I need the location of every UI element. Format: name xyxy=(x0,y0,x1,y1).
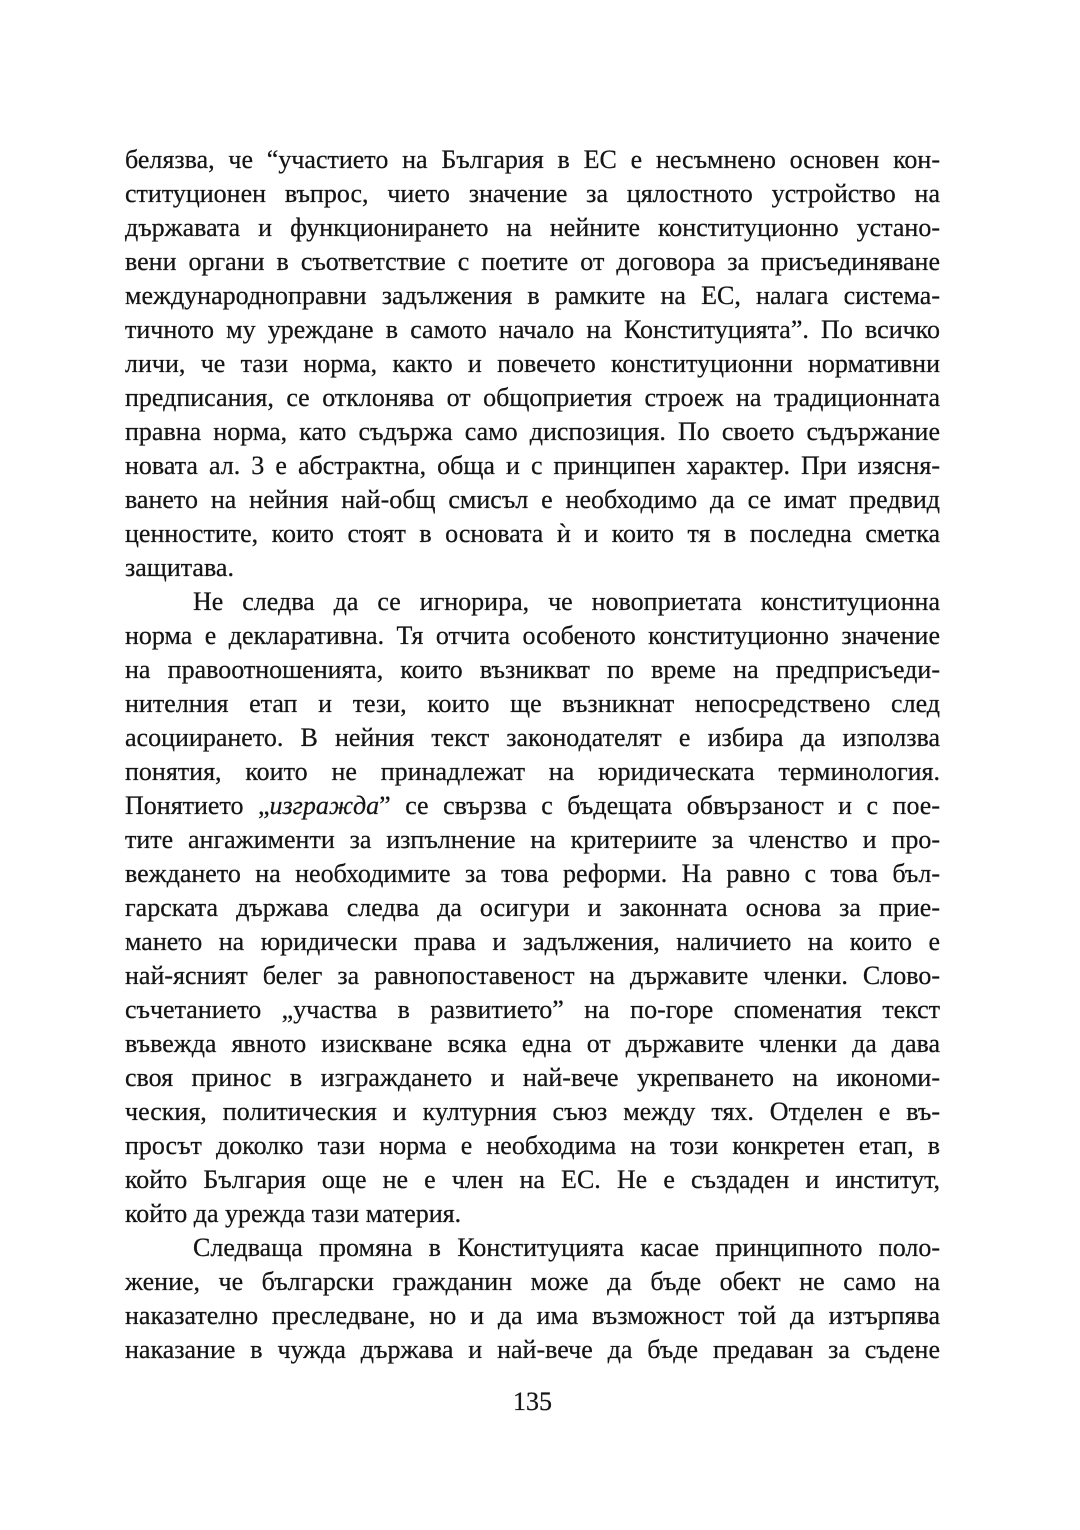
page-text xyxy=(125,143,940,1419)
paragraph-2 xyxy=(125,585,940,1231)
text-line: гарската държава следва да осигури и законната основа за прие- xyxy=(125,893,940,922)
text-line: наказателно преследване, но и да има възможност той да изтърпява xyxy=(125,1301,940,1330)
text-line: мането на юридически права и задължения, наличието на които е xyxy=(125,927,940,956)
text-line: своя принос в изграждането и най-вече укрепването на икономи- xyxy=(125,1063,940,1092)
text-line: ческия, политическия и културния съюз между тях. Отделен е въ- xyxy=(125,1097,940,1126)
text-line: Не следва да се игнорира, че новоприетата конституционна xyxy=(193,587,940,616)
text-line: нителния етап и тези, които ще възникнат непосредствено след xyxy=(125,689,940,718)
text-line: новата ал. 3 е абстрактна, обща и с принципен характер. При изясня- xyxy=(125,451,940,480)
text-line: най-ясният белег за равнопоставеност на държавите членки. Слово- xyxy=(125,961,940,990)
text-line: предписания, се отклонява от общоприетия строеж на традиционната xyxy=(125,383,940,412)
text-line: Следваща промяна в Конституцията касае принципното поло- xyxy=(193,1233,940,1262)
quote-prefix: Понятието „ xyxy=(125,791,270,820)
text-line: държавата и функционирането на нейните конституционно устано- xyxy=(125,213,940,242)
text-line: ценностите, които стоят в основата ѝ и които тя в последна сметка xyxy=(125,519,940,548)
quote-suffix: ” се свързва с бъдещата обвързаност и с пое- xyxy=(379,791,940,820)
text-line: който България още не е член на ЕС. Не е създаден и институт, xyxy=(125,1165,940,1194)
text-line: ституционен въпрос, чието значение за цялостното устройство на xyxy=(125,179,940,208)
text-line: норма е декларативна. Тя отчита особеното конституционно значение xyxy=(125,621,940,650)
text-line: асоциирането. В нейния текст законодателят е избира да използва xyxy=(125,723,940,752)
text-line: който да урежда тази материя. xyxy=(125,1199,462,1228)
text-line: понятия, които не принадлежат на юридическата терминология. xyxy=(125,757,940,786)
text-line-with-quote xyxy=(125,789,940,823)
text-line: тичното му уреждане в самото начало на Конституцията”. По всичко xyxy=(125,315,940,344)
text-line: тите ангажименти за изпълнение на критериите за членство и про- xyxy=(125,825,940,854)
quoted-term-italic: изгражда xyxy=(269,791,380,820)
text-line: просът доколко тази норма е необходима на този конкретен етап, в xyxy=(125,1131,940,1160)
text-line: международноправни задължения в рамките на ЕС, налага система- xyxy=(125,281,940,310)
text-line: наказание в чужда държава и най-вече да бъде предаван за съдене xyxy=(125,1335,940,1364)
text-line: белязва, че “участието на България в ЕС е несъмнено основен кон- xyxy=(125,145,940,174)
page-number: 135 xyxy=(513,1387,552,1416)
text-line: защитава. xyxy=(125,553,234,582)
text-line: веждането на необходимите за това реформи. На равно с това бъл- xyxy=(125,859,940,888)
text-line: правна норма, като съдържа само диспозиция. По своето съдържание xyxy=(125,417,940,446)
paragraph-3 xyxy=(125,1231,940,1367)
text-line: въвежда явното изискване всяка една от държавите членки да дава xyxy=(125,1029,940,1058)
text-line: съчетанието „участва в развитието” на по-горе споменатия текст xyxy=(125,995,940,1024)
paragraph-1 xyxy=(125,143,940,585)
text-line: ването на нейния най-общ смисъл е необходимо да се имат предвид xyxy=(125,485,940,514)
text-line: вени органи в съответствие с поетите от договора за присъединяване xyxy=(125,247,940,276)
text-line: личи, че тази норма, както и повечето конституционни нормативни xyxy=(125,349,940,378)
text-line: на правоотношенията, които възникват по време на предприсъеди- xyxy=(125,655,940,684)
text-line: жение, че български гражданин може да бъде обект не само на xyxy=(125,1267,940,1296)
